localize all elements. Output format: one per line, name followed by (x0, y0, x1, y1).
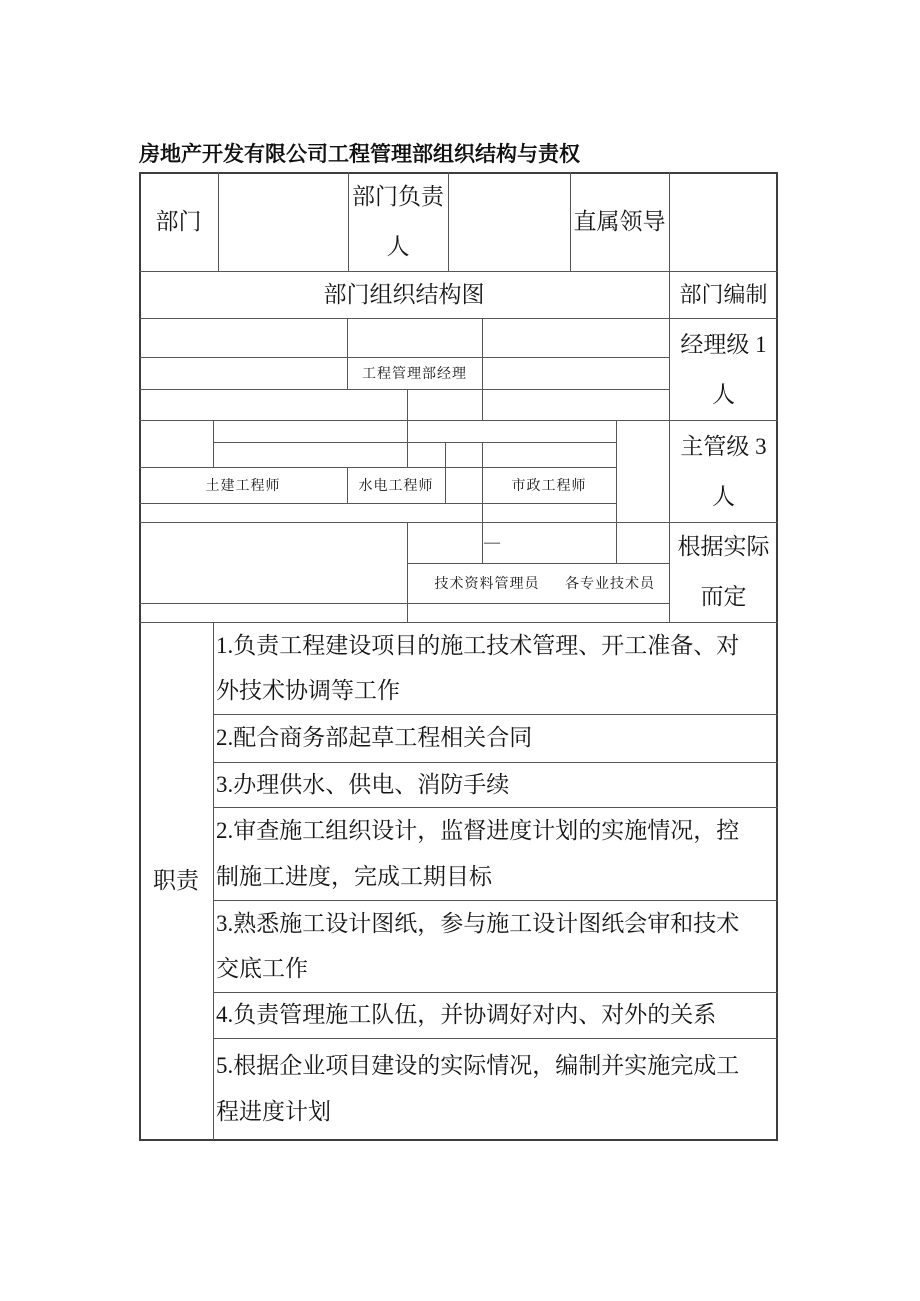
grid-line (407, 522, 408, 622)
org-connector-dash: — (484, 534, 501, 551)
grid-line (139, 318, 778, 319)
grid-line (445, 442, 446, 503)
dept-head-value (448, 172, 570, 271)
duty-item-7: 5.根据企业项目建设的实际情况，编制并实施完成工程进度计划 (216, 1053, 740, 1124)
grid-line (213, 622, 214, 1140)
grid-line (213, 442, 616, 443)
grid-line (616, 420, 617, 563)
dept-value (218, 172, 348, 271)
duties-label: 职责 (153, 868, 199, 893)
org-node-mep-engineer: 水电工程师 (358, 479, 434, 494)
grid-line (407, 389, 408, 467)
dept-head-label-text: 部门负责人 (352, 183, 444, 259)
duty-item-4: 2.审查施工组织设计，监督进度计划的实施情况，控制施工进度，完成工期目标 (216, 818, 740, 889)
dept-label-text: 部门 (155, 208, 202, 234)
org-node-specialists: 各专业技术员 (565, 577, 655, 592)
duty-item-6: 4.负责管理施工队伍，并协调好对内、对外的关系 (216, 1002, 717, 1028)
grid-line (139, 603, 669, 604)
duty-item-1: 1.负责工程建设项目的施工技术管理、开工准备、对外技术协调等工作 (216, 632, 740, 703)
grid-line (139, 389, 669, 390)
staffing-manager-level: 经理级 1 人 (680, 332, 767, 407)
grid-line (139, 1139, 778, 1141)
org-chart-title: 部门组织结构图 (323, 281, 485, 307)
dept-label (139, 172, 218, 271)
org-node-manager: 工程管理部经理 (362, 367, 467, 382)
staffing-as-needed: 根据实际而定 (677, 534, 770, 609)
direct-leader-label (570, 172, 669, 271)
grid-line (139, 503, 616, 504)
document-title: 房地产开发有限公司工程管理部组织结构与责权 (139, 143, 580, 166)
grid-line (482, 318, 483, 420)
duty-item-3: 3.办理供水、供电、消防手续 (216, 771, 510, 797)
staffing-supervisor-level: 主管级 3 人 (680, 434, 767, 509)
grid-line (139, 420, 778, 421)
grid-line (213, 420, 214, 467)
staffing-title: 部门编制 (679, 281, 768, 307)
direct-leader-label-text: 直属领导 (573, 208, 666, 234)
org-node-doc-admin: 技术资料管理员 (434, 577, 540, 592)
dept-head-label (348, 172, 448, 271)
duty-item-2: 2.配合商务部起草工程相关合同 (216, 725, 533, 751)
org-node-municipal-engineer: 市政工程师 (511, 479, 587, 494)
org-node-civil-engineer: 土建工程师 (205, 479, 281, 494)
duty-item-5: 3.熟悉施工设计图纸，参与施工设计图纸会审和技术交底工作 (216, 910, 740, 981)
